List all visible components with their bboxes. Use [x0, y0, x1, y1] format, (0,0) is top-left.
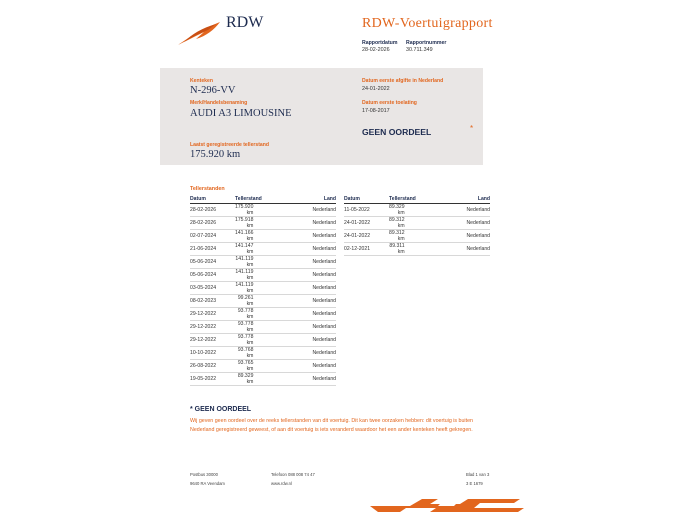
- reading-km: 89.311 km: [389, 243, 443, 256]
- reading-country: Nederland: [443, 230, 490, 243]
- footer-postbox: Postbus 30000: [190, 472, 218, 477]
- reading-km: 93.768 km: [235, 347, 291, 360]
- col-km-header: Tellerstand: [389, 195, 443, 204]
- reading-km: 141.147 km: [235, 243, 291, 256]
- readings-table-left: [190, 195, 336, 386]
- verdict-mark: *: [470, 124, 474, 133]
- report-number: 30.711.349: [406, 47, 433, 53]
- table-row: [190, 243, 336, 256]
- reading-km: 89.312 km: [389, 217, 443, 230]
- table-row: [344, 204, 490, 217]
- table-row: [344, 230, 490, 243]
- reading-country: Nederland: [291, 321, 336, 334]
- col-country-header: Land: [443, 195, 490, 204]
- table-row: [190, 295, 336, 308]
- reading-km: 89.329 km: [235, 373, 291, 386]
- table-row: [190, 321, 336, 334]
- readings-title: Tellerstanden: [190, 186, 225, 192]
- make-label: Merk/Handelsbenaming: [190, 100, 248, 106]
- table-row: [190, 204, 336, 217]
- reading-date: 29-12-2022: [190, 308, 235, 321]
- table-row: [344, 217, 490, 230]
- table-row: [190, 360, 336, 373]
- reading-km: 89.329 km: [389, 204, 443, 217]
- table-header-row: [190, 195, 336, 204]
- reading-date: 29-12-2022: [190, 321, 235, 334]
- col-date-header: Datum: [190, 195, 235, 204]
- footer-web: www.rdw.nl: [271, 481, 292, 486]
- reading-date: 24-01-2022: [344, 230, 389, 243]
- report-number-label: Rapportnummer: [406, 40, 447, 46]
- note-text: Wij geven geen oordeel over de reeks tellerstanden van dit voertuig. Dit kan twee oorzaken hebben: dit voertuig is buiten Nederland geregistreerd geweest, of aan dit voertuig is iets veranderd waardoor het een ander kenteken heeft gekregen.: [190, 418, 473, 433]
- reading-km: 99.261 km: [235, 295, 291, 308]
- reading-km: 141.119 km: [235, 256, 291, 269]
- reading-km: 93.778 km: [235, 308, 291, 321]
- table-row: [190, 373, 336, 386]
- first-admission-label: Datum eerste toelating: [362, 100, 417, 106]
- plate-label: Kenteken: [190, 78, 213, 84]
- first-admission-date: 17-08-2017: [362, 108, 390, 114]
- reading-country: Nederland: [291, 360, 336, 373]
- table-row: [190, 334, 336, 347]
- reading-country: Nederland: [291, 204, 336, 217]
- col-date-header: Datum: [344, 195, 389, 204]
- reading-km: 89.312 km: [389, 230, 443, 243]
- table-header-row: [344, 195, 490, 204]
- stripes-graphic-icon: [370, 496, 530, 514]
- reading-country: Nederland: [291, 243, 336, 256]
- reading-date: 05-06-2024: [190, 256, 235, 269]
- report-date: 28-02-2026: [362, 47, 390, 53]
- document-title: RDW-Voertuigrapport: [362, 16, 493, 31]
- readings-table-right: [344, 195, 490, 256]
- table-row: [190, 269, 336, 282]
- reading-date: 29-12-2022: [190, 334, 235, 347]
- table-row: [190, 217, 336, 230]
- reading-country: Nederland: [443, 217, 490, 230]
- verdict-text: GEEN OORDEEL: [362, 127, 432, 137]
- footer-code: 3 E 1679: [466, 481, 483, 486]
- reading-km: 175.918 km: [235, 217, 291, 230]
- reading-km: 93.778 km: [235, 334, 291, 347]
- table-row: [190, 282, 336, 295]
- reading-date: 02-07-2024: [190, 230, 235, 243]
- reading-country: Nederland: [291, 256, 336, 269]
- reading-date: 11-05-2022: [344, 204, 389, 217]
- odometer-label: Laatst geregistreerde tellerstand: [190, 142, 269, 148]
- first-nl-label: Datum eerste afgifte in Nederland: [362, 78, 444, 84]
- table-row: [190, 256, 336, 269]
- table-row: [344, 243, 490, 256]
- reading-country: Nederland: [291, 230, 336, 243]
- footer-phone: Telefoon 088 008 74 47: [271, 472, 315, 477]
- reading-date: 28-02-2026: [190, 217, 235, 230]
- reading-country: Nederland: [291, 282, 336, 295]
- reading-country: Nederland: [443, 243, 490, 256]
- reading-km: 141.119 km: [235, 282, 291, 295]
- reading-date: 19-05-2022: [190, 373, 235, 386]
- make-value: AUDI A3 LIMOUSINE: [190, 108, 292, 119]
- reading-date: 28-02-2026: [190, 204, 235, 217]
- table-row: [190, 308, 336, 321]
- reading-date: 24-01-2022: [344, 217, 389, 230]
- table-row: [190, 347, 336, 360]
- reading-country: Nederland: [291, 347, 336, 360]
- reading-date: 08-02-2023: [190, 295, 235, 308]
- footer-page: Blad 1 van 3: [466, 472, 490, 477]
- reading-km: 175.920 km: [235, 204, 291, 217]
- reading-country: Nederland: [291, 334, 336, 347]
- reading-date: 21-06-2024: [190, 243, 235, 256]
- reading-country: Nederland: [291, 217, 336, 230]
- reading-date: 10-10-2022: [190, 347, 235, 360]
- reading-date: 26-08-2022: [190, 360, 235, 373]
- table-row: [190, 230, 336, 243]
- reading-date: 05-06-2024: [190, 269, 235, 282]
- reading-km: 93.765 km: [235, 360, 291, 373]
- col-km-header: Tellerstand: [235, 195, 291, 204]
- reading-date: 03-05-2024: [190, 282, 235, 295]
- reading-km: 141.166 km: [235, 230, 291, 243]
- reading-country: Nederland: [291, 308, 336, 321]
- reading-country: Nederland: [443, 204, 490, 217]
- reading-km: 141.119 km: [235, 269, 291, 282]
- reading-date: 02-12-2021: [344, 243, 389, 256]
- report-date-label: Rapportdatum: [362, 40, 398, 46]
- plate-number: N-296-VV: [190, 85, 236, 96]
- footer-city: 9640 RA Veendam: [190, 481, 225, 486]
- reading-country: Nederland: [291, 295, 336, 308]
- rdw-logo-icon: [178, 20, 222, 46]
- first-nl-date: 24-01-2022: [362, 86, 390, 92]
- reading-km: 93.778 km: [235, 321, 291, 334]
- brand-name: RDW: [226, 14, 264, 31]
- reading-country: Nederland: [291, 373, 336, 386]
- col-country-header: Land: [291, 195, 336, 204]
- note-title: * GEEN OORDEEL: [190, 406, 252, 413]
- odometer-value: 175.920 km: [190, 149, 241, 160]
- reading-country: Nederland: [291, 269, 336, 282]
